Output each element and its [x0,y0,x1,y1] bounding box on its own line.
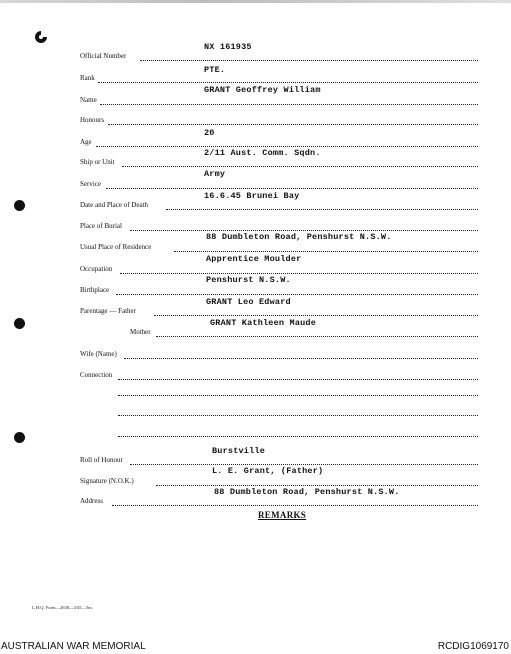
occupation-value: Apprentice Moulder [206,254,302,264]
official-number-value: NX 161935 [204,42,252,52]
dotted-line [156,336,478,337]
dotted-line [130,230,478,231]
dotted-line [118,395,478,396]
dotted-line [130,464,478,465]
ship-or-unit-value: 2/11 Aust. Comm. Sqdn. [204,148,321,158]
father-value: GRANT Leo Edward [206,297,291,307]
page-corner-mark [34,30,48,44]
signature-value: L. E. Grant, (Father) [212,466,324,476]
burial-place-label: Place of Burial [80,222,122,230]
dotted-line [122,166,478,167]
service-value: Army [204,169,226,179]
dotted-line [118,436,478,437]
dotted-line [108,124,478,125]
dotted-line [112,505,478,506]
occupation-label: Occupation [80,265,113,273]
dotted-line [154,315,478,316]
dotted-line [140,60,478,61]
age-value: 20 [204,128,215,138]
wife-label: Wife (Name) [80,350,117,358]
honours-label: Honours [80,116,105,124]
punch-hole-icon [14,200,25,211]
punch-hole-icon [14,318,25,329]
punch-hole-icon [14,432,25,443]
dotted-line [116,294,478,295]
mother-label: Mother [130,328,151,336]
dotted-line [96,146,478,147]
signature-label: Signature (N.O.K.) [80,477,134,485]
dotted-line [124,358,478,359]
rank-label: Rank [80,74,95,82]
archive-footer [0,640,511,654]
name-value: GRANT Geoffrey William [204,85,321,95]
remarks-heading: REMARKS [258,510,307,520]
death-date-place-label: Date and Place of Death [80,201,149,209]
dotted-line [118,415,478,416]
form-reference: L.H.Q. Form—2638—4/45—5m. [32,605,93,610]
footer-institution: AUSTRALIAN WAR MEMORIAL [1,641,146,652]
dotted-line [100,104,478,105]
official-number-label: Official Number [80,52,127,60]
roll-of-honour-value: Burstville [212,446,266,456]
age-label: Age [80,138,92,146]
footer-record-id: RCDIG1069170 [437,641,509,652]
birthplace-label: Birthplace [80,286,110,294]
residence-label: Usual Place of Residence [80,243,152,251]
dotted-line [106,188,478,189]
father-label: Parentage — Father [80,307,136,315]
address-value: 88 Dumbleton Road, Penshurst N.S.W. [214,487,400,497]
ship-or-unit-label: Ship or Unit [80,158,115,166]
dotted-line [156,485,478,486]
service-label: Service [80,180,101,188]
connection-label: Connection [80,371,113,379]
dotted-line [118,379,478,380]
mother-value: GRANT Kathleen Maude [210,318,317,328]
address-label: Address [80,497,103,505]
death-date-place-value: 16.6.45 Brunei Bay [204,191,300,201]
dotted-line [174,251,478,252]
scan-edge [0,0,511,3]
birthplace-value: Penshurst N.S.W. [206,275,291,285]
dotted-line [120,273,478,274]
residence-value: 88 Dumbleton Road, Penshurst N.S.W. [206,232,392,242]
name-label: Name [80,96,97,104]
rank-value: PTE. [204,65,226,75]
roll-of-honour-label: Roll of Honour [80,456,123,464]
dotted-line [166,209,478,210]
dotted-line [98,82,478,83]
